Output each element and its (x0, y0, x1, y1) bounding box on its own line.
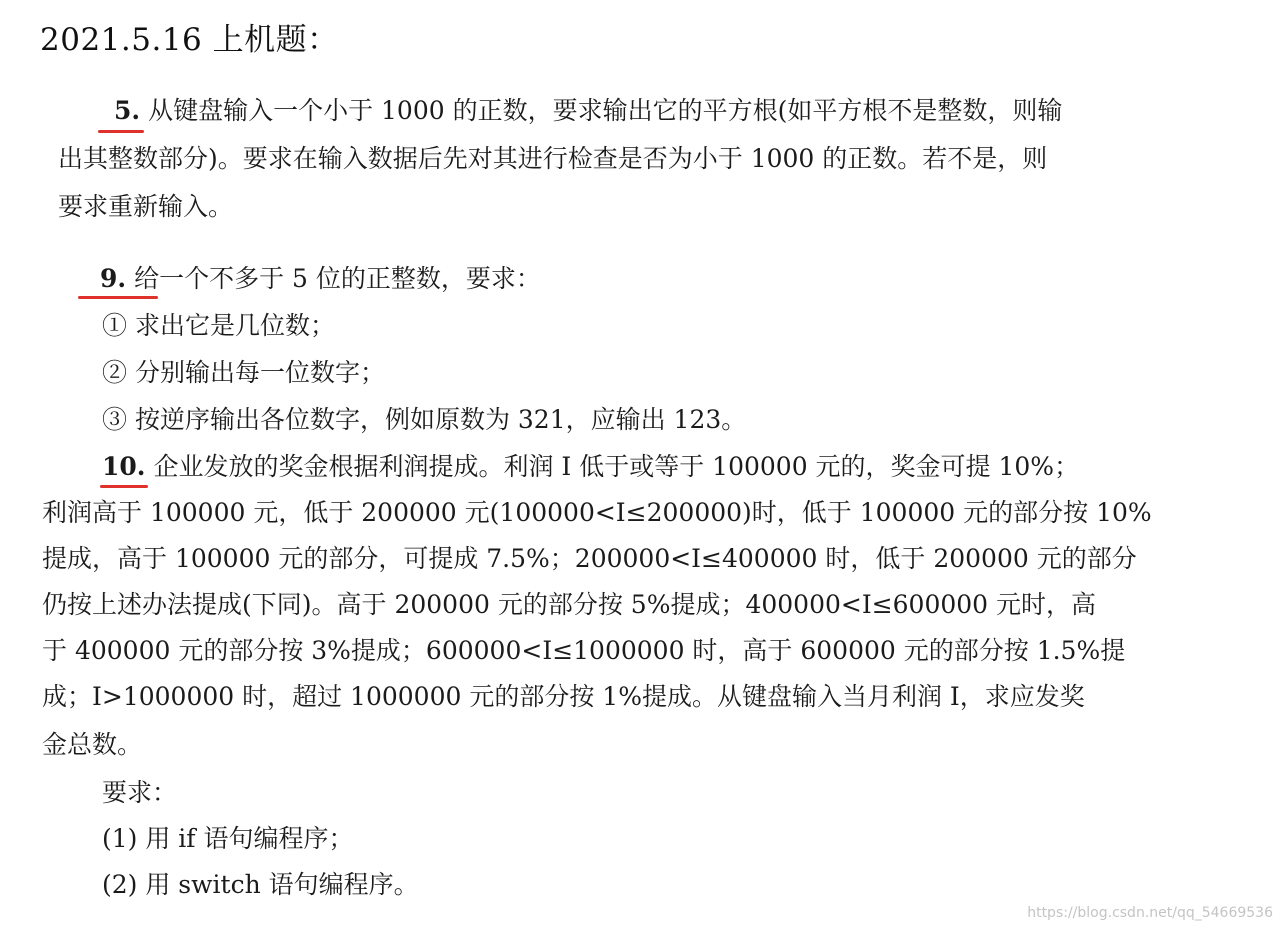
problem-10-number: 10. (102, 452, 146, 481)
problem-5-number: 5. (114, 96, 141, 125)
problem-9-number: 9. (100, 264, 127, 293)
problem-10-line-5: 于 400000 元的部分按 3%提成；600000<I≤1000000 时，高于 600000 元的部分按 1.5%提 (42, 636, 1126, 665)
problem-5-red-underline (98, 130, 144, 133)
problem-10-line-3: 提成，高于 100000 元的部分，可提成 7.5%；200000<I≤400000 时，低于 200000 元的部分 (42, 544, 1137, 573)
problem-10-requirements-label: 要求： (102, 778, 178, 807)
problem-9-red-underline (78, 296, 158, 299)
problem-9-line-intro (100, 262, 541, 296)
problem-10-line-7: 金总数。 (42, 730, 143, 759)
problem-10-requirement-1: (1) 用 if 语句编程序； (102, 824, 354, 853)
problem-9-item-1: ① 求出它是几位数； (102, 311, 335, 340)
problem-9-item-2: ② 分别输出每一位数字； (102, 358, 385, 387)
problem-10-red-underline (100, 485, 148, 488)
problem-5-line-2: 出其整数部分)。要求在输入数据后先对其进行检查是否为小于 1000 的正数。若不是，则 (58, 144, 1048, 173)
problem-10-line-2: 利润高于 100000 元，低于 200000 元(100000<I≤200000)时，低于 100000 元的部分按 10% (42, 498, 1152, 527)
page-title: 2021.5.16 上机题： (40, 22, 339, 58)
problem-5-line-1 (114, 94, 1062, 128)
problem-9-intro: 给一个不多于 5 位的正整数，要求： (134, 264, 541, 293)
problem-10-text-1: 企业发放的奖金根据利润提成。利润 I 低于或等于 100000 元的，奖金可提 10%； (153, 452, 1080, 481)
problem-5-text-1: 从键盘输入一个小于 1000 的正数，要求输出它的平方根(如平方根不是整数，则输 (148, 96, 1063, 125)
problem-5-line-3: 要求重新输入。 (58, 192, 234, 221)
problem-10-line-1 (102, 450, 1079, 484)
problem-10-line-4: 仍按上述办法提成(下同)。高于 200000 元的部分按 5%提成；400000<I≤600000 元时，高 (42, 590, 1097, 619)
problem-9-item-3: ③ 按逆序输出各位数字，例如原数为 321，应输出 123。 (102, 405, 747, 434)
scanned-excerpt-problems-9-10 (38, 248, 1265, 910)
watermark-url: https://blog.csdn.net/qq_54669536 (1027, 905, 1273, 921)
problem-10-requirement-2: (2) 用 switch 语句编程序。 (102, 870, 419, 899)
problem-10-line-6: 成；I>1000000 时，超过 1000000 元的部分按 1%提成。从键盘输入当月利润 I，求应发奖 (42, 682, 1085, 711)
